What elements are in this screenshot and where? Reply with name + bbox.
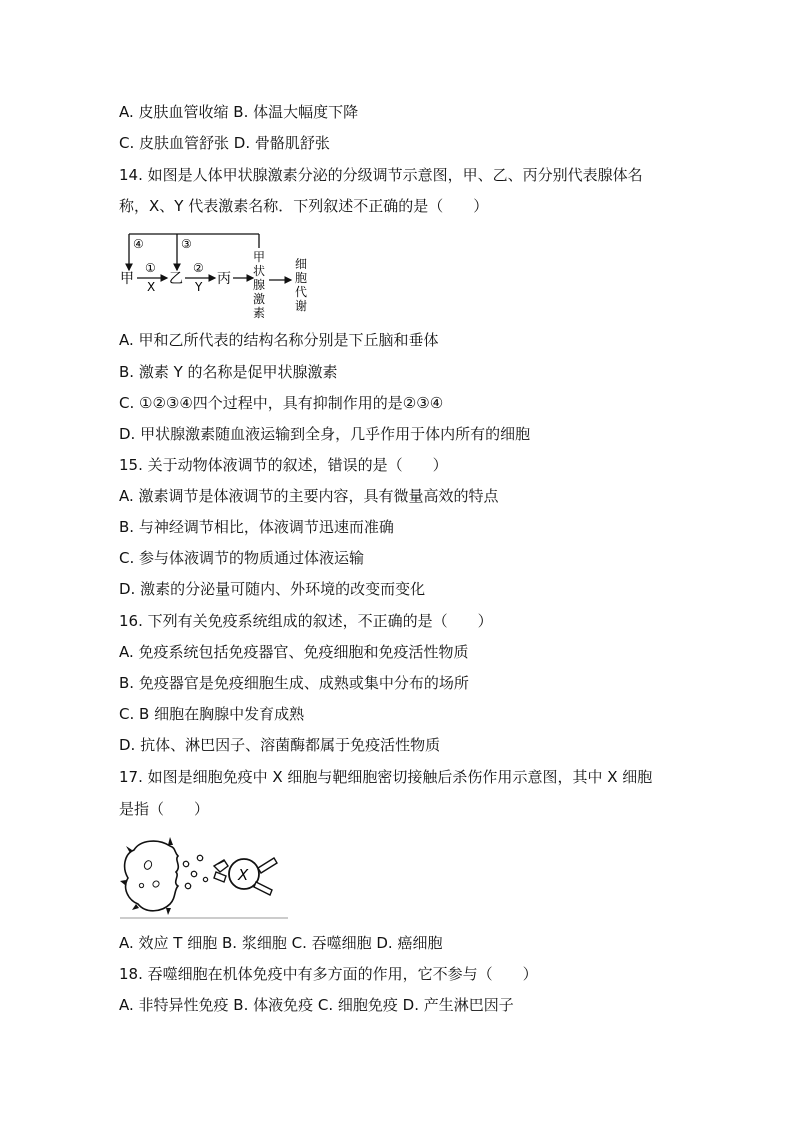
node-yi: 乙 <box>169 271 183 287</box>
q15-option-b: B. 与神经调节相比，体液调节迅速而准确 <box>119 518 394 536</box>
step-2-label: ② <box>193 261 204 275</box>
q17-stem-line2: 是指（ ） <box>119 800 210 818</box>
q16-stem: 16. 下列有关免疫系统组成的叙述，不正确的是（ ） <box>119 612 493 630</box>
thyroid-regulation-diagram <box>115 228 325 320</box>
q16-option-c: C. B 细胞在胸腺中发育成熟 <box>119 705 305 723</box>
thyroid-hormone-char-5: 素 <box>253 306 266 320</box>
hormone-x-label: X <box>147 280 156 294</box>
q17-options: A. 效应 T 细胞 B. 浆细胞 C. 吞噬细胞 D. 癌细胞 <box>119 934 443 952</box>
q18-options: A. 非特异性免疫 B. 体液免疫 C. 细胞免疫 D. 产生淋巴因子 <box>119 996 514 1014</box>
q14-option-b: B. 激素 Y 的名称是促甲状腺激素 <box>119 363 338 381</box>
q16-option-a: A. 免疫系统包括免疫器官、免疫细胞和免疫活性物质 <box>119 643 469 661</box>
metabolism-char-4: 谢 <box>295 299 308 313</box>
q14-stem-line2: 称，X、Y 代表激素名称．下列叙述不正确的是（ ） <box>119 197 489 215</box>
node-bing: 丙 <box>217 271 231 287</box>
thyroid-hormone-char-1: 甲 <box>253 250 266 264</box>
q15-option-c: C. 参与体液调节的物质通过体液运输 <box>119 549 365 567</box>
metabolism-char-3: 代 <box>295 285 308 299</box>
q14-option-d: D. 甲状腺激素随血液运输到全身，几乎作用于体内所有的细胞 <box>119 425 531 443</box>
q15-stem: 15. 关于动物体液调节的叙述，错误的是（ ） <box>119 456 448 474</box>
step-4-label: ④ <box>133 237 144 251</box>
step-1-label: ① <box>145 261 156 275</box>
thyroid-hormone-char-3: 腺 <box>253 278 266 292</box>
q14-option-c: C. ①②③④四个过程中，具有抑制作用的是②③④ <box>119 394 444 412</box>
metabolism-char-2: 胞 <box>295 271 308 285</box>
q15-option-d: D. 激素的分泌量可随内、外环境的改变而变化 <box>119 580 426 598</box>
cell-immunity-figure <box>118 832 290 922</box>
q17-stem-line1: 17. 如图是细胞免疫中 X 细胞与靶细胞密切接触后杀伤作用示意图，其中 X 细胞 <box>119 768 653 786</box>
q18-stem: 18. 吞噬细胞在机体免疫中有多方面的作用，它不参与（ ） <box>119 965 538 983</box>
step-3-label: ③ <box>181 237 192 251</box>
q15-option-a: A. 激素调节是体液调节的主要内容，具有微量高效的特点 <box>119 487 499 505</box>
thyroid-hormone-char-4: 激 <box>253 292 266 306</box>
q14-option-a: A. 甲和乙所代表的结构名称分别是下丘脑和垂体 <box>119 331 439 349</box>
metabolism-char-1: 细 <box>295 257 308 271</box>
q14-stem-line1: 14. 如图是人体甲状腺激素分泌的分级调节示意图，甲、乙、丙分别代表腺体名 <box>119 166 643 184</box>
thyroid-hormone-char-2: 状 <box>253 264 266 278</box>
q13-options-ab: A. 皮肤血管收缩 B. 体温大幅度下降 <box>119 103 359 121</box>
q13-options-cd: C. 皮肤血管舒张 D. 骨骼肌舒张 <box>119 134 330 152</box>
hormone-y-label: Y <box>195 280 203 294</box>
node-jia: 甲 <box>120 271 134 287</box>
x-cell-label: X <box>238 866 249 884</box>
q16-option-d: D. 抗体、淋巴因子、溶菌酶都属于免疫活性物质 <box>119 736 441 754</box>
q16-option-b: B. 免疫器官是免疫细胞生成、成熟或集中分布的场所 <box>119 674 469 692</box>
